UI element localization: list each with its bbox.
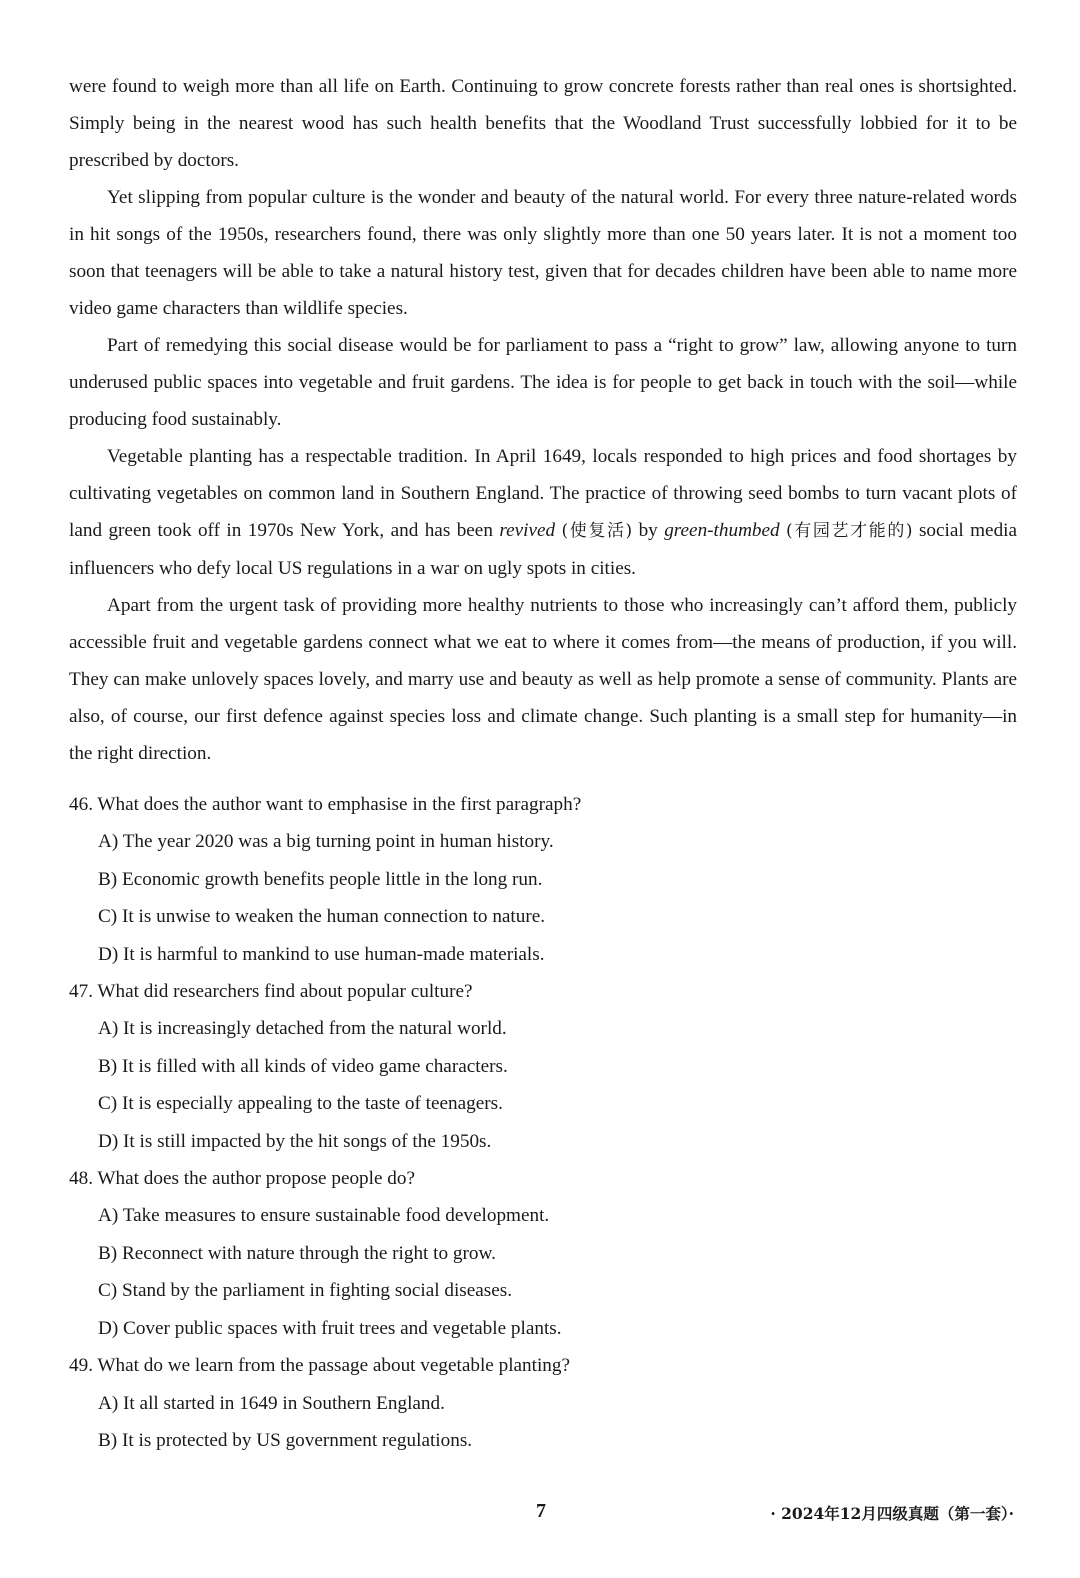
answer-option: C) It is especially appealing to the taste of teenagers. [98,1093,503,1115]
chinese-gloss: (有园艺才能的) [786,521,913,541]
paragraph-text: by [632,520,665,541]
page-number: 7 [536,1500,546,1522]
answer-option: B) It is protected by US government regulations. [98,1429,473,1451]
paragraph-text: Vegetable planting has a respectable tradition. In April 1649, locals responded to high prices and food shortages by cultivating vegetables on common land in Southern England. The practice of throwing seed bombs to turn vacant plots of land green took off in 1970s New York, and has been [69,446,1017,541]
answer-option: B) It is filled with all kinds of video game characters. [98,1055,508,1077]
question-47 [69,973,1017,1160]
passage-paragraph: Apart from the urgent task of providing more healthy nutrients to those who increasingly can’t afford them, publicly accessible fruit and vegetable gardens connect what we eat to where it comes from—the means of production, if you will. They can make unlovely spaces lovely, and marry use and beauty as well as help promote a sense of community. Plants are also, of course, our first defence against species loss and climate change. Such planting is a small step for humanity—in the right direction. [69,595,1017,764]
passage-paragraph: Yet slipping from popular culture is the wonder and beauty of the natural world. For every three nature-related words in hit songs of the 1950s, researchers found, there was only slightly more than one 50 years later. It is not a moment too soon that teenagers will be able to take a natural history test, given that for decades children have been able to name more video game characters than wildlife species. [69,187,1017,319]
answer-option: B) Reconnect with nature through the right to grow. [98,1242,496,1264]
answer-option: A) Take measures to ensure sustainable food development. [98,1205,550,1227]
passage-paragraph: Part of remedying this social disease would be for parliament to pass a “right to grow” law, allowing anyone to turn underused public spaces into vegetable and fruit gardens. The idea is for people to get back in touch with the soil—while producing food sustainably. [69,335,1017,430]
answer-option: A) It all started in 1649 in Southern England. [98,1392,445,1414]
question-49 [69,1347,1017,1459]
reading-passage [69,68,1017,772]
answer-option: D) Cover public spaces with fruit trees and vegetable plants. [98,1317,562,1339]
answer-option: D) It is harmful to mankind to use human-made materials. [98,943,545,965]
glossed-term: green-thumbed [664,520,780,541]
glossed-term: revived [499,520,556,541]
answer-option: C) Stand by the parliament in fighting social diseases. [98,1280,513,1302]
answer-option: D) It is still impacted by the hit songs of the 1950s. [98,1130,492,1152]
exam-source-label: · 2024年12月四级真题（第一套）· [770,1504,1014,1523]
answer-option: C) It is unwise to weaken the human connection to nature. [98,906,546,928]
question-stem: 47. What did researchers find about popular culture? [69,981,473,1003]
chinese-gloss: (使复活) [561,521,633,541]
answer-option: B) Economic growth benefits people little in the long run. [98,868,543,890]
question-stem: 49. What do we learn from the passage about vegetable planting? [69,1355,571,1377]
question-48 [69,1160,1017,1347]
passage-paragraph [69,438,1017,587]
answer-option: A) It is increasingly detached from the natural world. [98,1018,507,1040]
answer-option: A) The year 2020 was a big turning point in human history. [98,831,554,853]
question-stem: 48. What does the author propose people do? [69,1168,415,1190]
paragraph-text: social media influencers who defy local US regulations in a war on ugly spots in cities. [69,520,1018,579]
question-list [69,786,1017,1459]
page-footer [0,1500,1080,1530]
question-46 [69,786,1017,973]
question-stem: 46. What does the author want to emphasise in the first paragraph? [69,794,582,815]
passage-paragraph: were found to weigh more than all life on Earth. Continuing to grow concrete forests rather than real ones is shortsighted. Simply being in the nearest wood has such health benefits that the Woodland Trust successfully lobbied for it to be prescribed by doctors. [69,76,1017,171]
